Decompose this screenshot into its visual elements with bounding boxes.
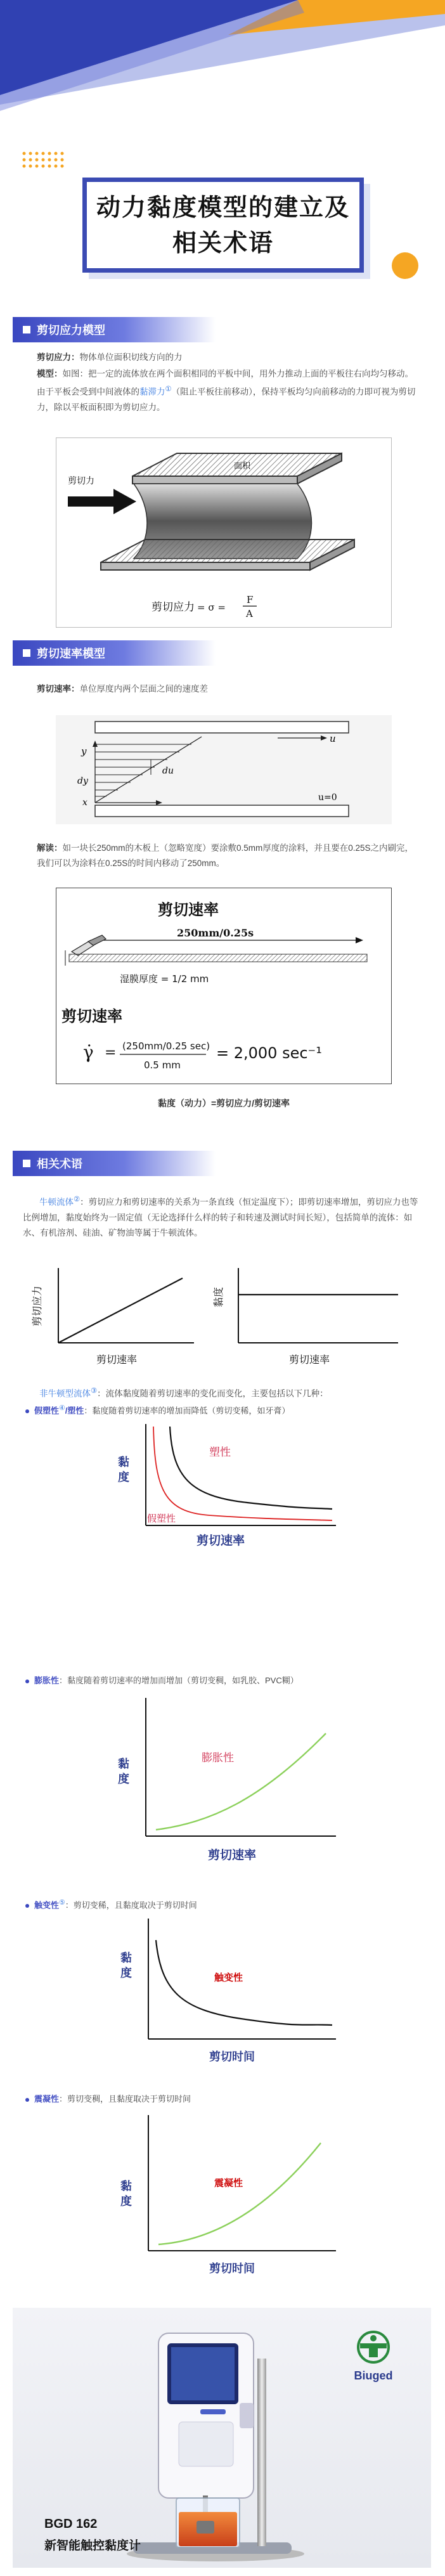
hero-banner <box>0 0 445 292</box>
square-icon <box>23 649 30 657</box>
label-thixotropic: 触变性 <box>214 1972 243 1983</box>
section-title: 剪切应力模型 <box>37 324 105 337</box>
bullet-icon <box>25 2098 29 2102</box>
shear-rate-example <box>37 841 417 871</box>
bullet-key: 触变性 <box>34 1900 60 1910</box>
newtonian-stress-line <box>58 1278 183 1343</box>
c6-ylabel-1: 黏 <box>120 2180 132 2193</box>
shear-rate-example-figure <box>56 888 392 1084</box>
bullet-key: 膨胀性 <box>34 1676 60 1685</box>
dilatant-chart <box>95 1693 349 1870</box>
page-title-line1: 动力黏度模型的建立及 <box>96 193 350 221</box>
label-u0: u=0 <box>318 793 337 803</box>
shear-rate-example-diagram <box>56 888 392 1085</box>
footnote-marker: ① <box>165 385 172 393</box>
fig2-dimension: 250mm/0.25s <box>177 927 254 939</box>
force-label: 剪切力 <box>68 476 94 486</box>
c6-xlabel: 剪切时间 <box>209 2262 255 2275</box>
rheopectic-curve <box>158 2143 321 2244</box>
c6-ylabel-2: 度 <box>120 2195 132 2208</box>
viscous-force-link[interactable]: 黏滞力 <box>139 387 165 397</box>
bullet-rheopectic <box>25 2092 418 2106</box>
fig2-numerator: (250mm/0.25 sec) <box>122 1040 210 1052</box>
c5-xlabel: 剪切时间 <box>209 2050 255 2064</box>
dots-decoration <box>22 151 66 169</box>
example-key: 解读： <box>37 843 63 853</box>
def-text: 单位厚度内两个层面之间的速度差 <box>79 684 208 694</box>
bullet-key: 震凝性 <box>34 2094 60 2104</box>
shear-rate-definition <box>37 682 417 697</box>
title-box <box>82 178 364 273</box>
newtonian-charts <box>23 1262 421 1371</box>
bullet-text: ：剪切变稠，且黏度取决于剪切时间 <box>59 2094 191 2104</box>
formula-label: 剪切应力 <box>152 601 195 614</box>
label-du: du <box>162 766 174 776</box>
fig2-denominator: 0.5 mm <box>144 1059 181 1071</box>
c5-ylabel-2: 度 <box>120 1967 132 1980</box>
section-title: 相关术语 <box>37 1158 82 1171</box>
model-text: 如图：把一定的流体放在两个面积相同的平板中间，用外力推动上面的平板往右向均匀移动。由于平板会受到中间液体的 <box>37 369 413 397</box>
thixotropic-curve <box>156 1940 332 2025</box>
newtonian-fluid-text <box>23 1192 422 1241</box>
chart2-ylabel: 黏度 <box>212 1286 224 1307</box>
bullet-pseudoplastic <box>25 1401 418 1418</box>
footnote-marker: ④ <box>59 1404 65 1412</box>
thixotropic-chart <box>95 1915 349 2073</box>
c3-xlabel: 剪切速率 <box>197 1534 245 1548</box>
model-key: 模型： <box>37 369 63 379</box>
pseudoplastic-chart-svg <box>95 1420 349 1553</box>
example-text: 如一块长250mm的木板上（忽略宽度）要涂敷0.5mm厚度的涂料，并且要在0.25S之内刷完，我们可以为涂料在0.25S的时间内移动了250mm。 <box>37 843 414 868</box>
shear-stress-model-text <box>37 366 417 415</box>
rheopectic-chart-svg <box>95 2111 349 2282</box>
axis-x: x <box>82 798 87 808</box>
page-title-line2: 相关术语 <box>172 229 274 257</box>
section-header-terms <box>13 1151 216 1176</box>
chart1-ylabel: 剪切应力 <box>31 1285 43 1326</box>
brand-name: Biuged <box>354 2369 393 2382</box>
fig2-title2: 剪切速率 <box>61 1007 122 1025</box>
label-rheopectic: 震凝性 <box>214 2177 243 2189</box>
fig2-gamma: γ̇ <box>83 1042 94 1063</box>
formula-symbol: = σ = <box>197 602 226 613</box>
c3-ylabel-1: 黏 <box>118 1456 129 1469</box>
c4-ylabel-2: 度 <box>118 1773 129 1786</box>
bullet-icon <box>25 1680 29 1683</box>
fig2-result: = 2,000 sec⁻¹ <box>216 1044 322 1062</box>
section-header-shear-rate <box>13 640 216 666</box>
bullet-text: ：黏度随着剪切速率的增加而增加（剪切变稠，如乳胶、PVC糊） <box>59 1676 299 1685</box>
model-text-2: （阻止平板往前移动），保持平板均匀向前移动的力即可视为剪切力，除以平板面积即为剪切应力。 <box>37 387 416 412</box>
c3-ylabel-2: 度 <box>118 1471 129 1484</box>
square-icon <box>23 326 30 333</box>
bullet-icon <box>25 1409 29 1413</box>
bullet-text: ：剪切变稀，且黏度取决于剪切时间 <box>65 1900 197 1910</box>
non-newtonian-text <box>23 1383 422 1402</box>
brand-logo <box>339 2329 408 2383</box>
pseudoplastic-curve <box>153 1427 332 1520</box>
c4-xlabel: 剪切速率 <box>208 1848 257 1862</box>
bullet-text: ：黏度随着剪切速率的增加而降低（剪切变稀，如牙膏） <box>84 1406 290 1416</box>
label-plastic: 塑性 <box>209 1446 231 1459</box>
thixotropic-chart-svg <box>95 1915 349 2073</box>
newtonian-charts-svg <box>23 1262 421 1371</box>
def-key: 剪切速率： <box>37 684 80 694</box>
axis-u: u <box>330 733 336 744</box>
rheopectic-chart <box>95 2111 349 2282</box>
label-pseudoplastic: 假塑性 <box>147 1513 176 1524</box>
shear-stress-figure <box>56 437 392 628</box>
product-banner <box>13 2308 431 2568</box>
bullet-key-2: /塑性 <box>65 1406 84 1416</box>
non-newtonian-desc: ：流体黏度随着剪切速率的变化而变化，主要包括以下几种： <box>97 1388 328 1399</box>
footnote-marker: ② <box>74 1196 81 1203</box>
orange-circle-decoration <box>392 252 418 279</box>
square-icon <box>23 1160 30 1167</box>
non-newtonian-link[interactable]: 非牛顿型流体 <box>39 1388 91 1399</box>
dilatant-curve <box>156 1733 326 1830</box>
c4-ylabel-1: 黏 <box>118 1757 129 1771</box>
footnote-marker: ③ <box>91 1387 98 1395</box>
globe-logo-icon <box>351 2329 396 2365</box>
chart2-xlabel: 剪切速率 <box>289 1354 330 1366</box>
fig2-eq: = <box>105 1045 117 1061</box>
product-model: BGD 162 <box>44 2517 98 2531</box>
velocity-profile-diagram <box>56 715 392 824</box>
formula-F: F <box>247 594 254 605</box>
velocity-profile-figure <box>56 715 392 824</box>
label-dy: dy <box>77 776 88 786</box>
newtonian-fluid-desc: ：剪切应力和剪切速率的关系为一条直线（恒定温度下）；即剪切速率增加，剪切应力也等比例增加，黏度始终为一固定值（无论选择什么样的转子和转速及测试时间长短），包括简单的流体：如水、有机溶剂、硅油、矿物油等属于牛顿流体。 <box>23 1197 418 1238</box>
fig2-title: 剪切速率 <box>158 901 219 919</box>
newtonian-fluid-link[interactable]: 牛顿流体 <box>39 1197 74 1207</box>
axis-y: y <box>81 746 87 757</box>
section-header-shear-stress <box>13 317 216 342</box>
shear-stress-definition <box>37 350 417 365</box>
shear-stress-diagram <box>56 438 392 628</box>
dilatant-chart-svg <box>95 1693 349 1870</box>
section-title: 剪切速率模型 <box>37 647 105 661</box>
product-name: 新智能触控黏度计 <box>44 2539 141 2553</box>
c5-ylabel-1: 黏 <box>120 1951 132 1965</box>
bullet-icon <box>25 1904 29 1908</box>
formula-A: A <box>246 608 253 619</box>
chart1-xlabel: 剪切速率 <box>96 1354 138 1366</box>
plastic-curve <box>170 1427 332 1509</box>
area-label: 面积 <box>234 462 251 471</box>
bullet-key: 假塑性 <box>34 1406 60 1416</box>
fig2-film: 湿膜厚度 = 1/2 mm <box>120 973 209 985</box>
def-text: 物体单位面积切线方向的力 <box>79 353 183 362</box>
label-dilatant: 膨胀性 <box>202 1752 234 1764</box>
viscosity-formula-caption: 黏度（动力）=剪切应力/剪切速率 <box>157 1098 290 1108</box>
footnote-marker: ⑤ <box>59 1899 65 1906</box>
bullet-dilatant <box>25 1674 418 1688</box>
def-key: 剪切应力： <box>37 353 80 362</box>
bullet-thixotropic <box>25 1896 418 1912</box>
pseudoplastic-chart <box>95 1420 349 1553</box>
